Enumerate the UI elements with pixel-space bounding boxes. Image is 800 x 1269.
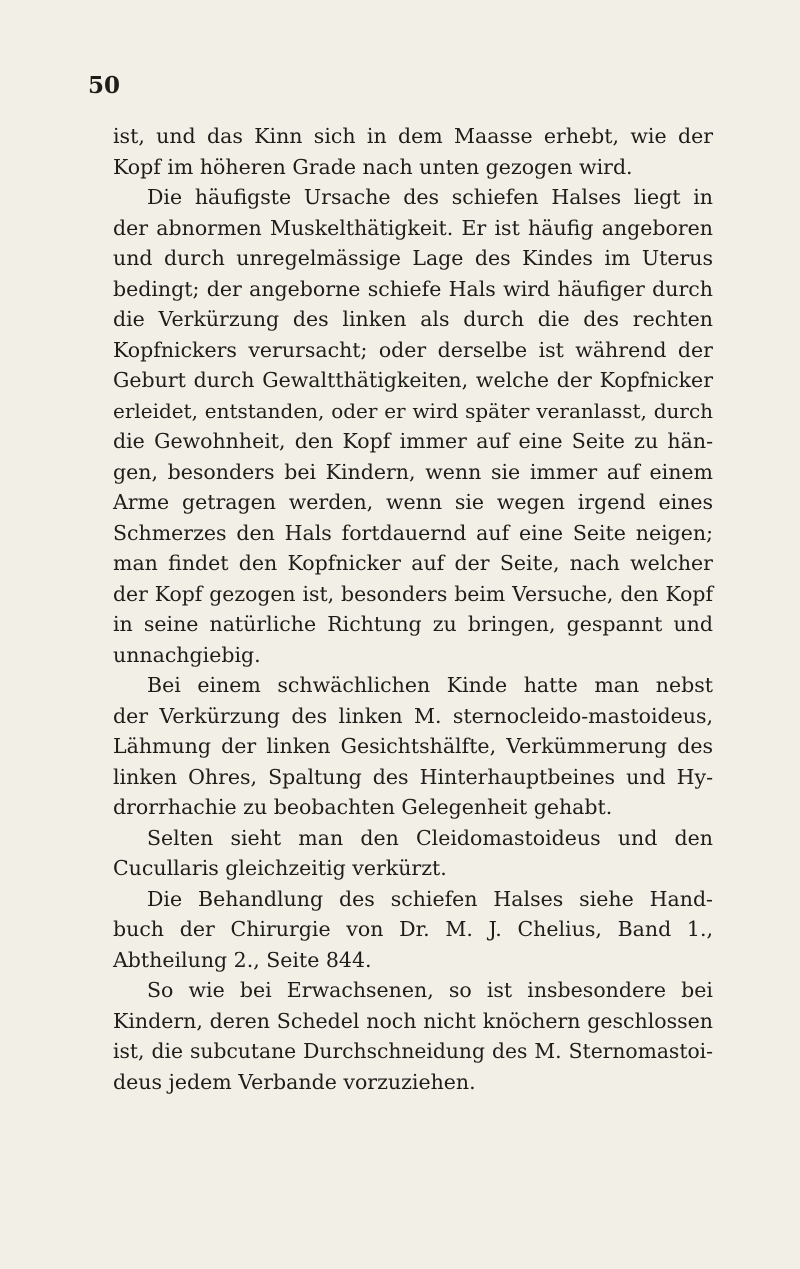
text-line: Arme getragen werden, wenn sie wegen irgend eines bbox=[113, 490, 713, 514]
text-line: und durch unregelmässige Lage des Kindes im Uterus bbox=[113, 246, 713, 270]
page-number: 50 bbox=[88, 72, 121, 99]
text-line: unnachgiebig. bbox=[113, 642, 261, 667]
text-line: Die häufigste Ursache des schiefen Halses liegt in bbox=[147, 185, 713, 209]
text-line: ist, die subcutane Durchschneidung des M. Sternomastoi- bbox=[113, 1039, 713, 1063]
text-line: Lähmung der linken Gesichtshälfte, Verkümmerung des bbox=[113, 734, 713, 758]
text-line: Selten sieht man den Cleidomastoideus und den bbox=[147, 825, 713, 850]
text-line: man findet den Kopfnicker auf der Seite, nach welcher bbox=[113, 551, 713, 575]
text-line: deus jedem Verbande vorzuziehen. bbox=[113, 1069, 476, 1094]
text-line: linken Ohres, Spaltung des Hinterhauptbeines und Hy- bbox=[113, 764, 713, 789]
text-line: drorrhachie zu beobachten Gelegenheit gehabt. bbox=[113, 795, 613, 819]
text-line: bedingt; der angeborne schiefe Hals wird häufiger durch bbox=[113, 276, 713, 301]
text-line: So wie bei Erwachsenen, so ist insbesondere bei bbox=[147, 978, 713, 1002]
text-line: der Verkürzung des linken M. sternocleido-mastoideus, bbox=[113, 703, 713, 728]
text-line: buch der Chirurgie von Dr. M. J. Chelius, Band 1., bbox=[113, 917, 713, 941]
text-line: Abtheilung 2., Seite 844. bbox=[113, 947, 372, 972]
text-line: Kindern, deren Schedel noch nicht knöchern geschlossen bbox=[113, 1008, 713, 1033]
text-line: Cucullaris gleichzeitig verkürzt. bbox=[113, 856, 447, 880]
text-line: ist, und das Kinn sich in dem Maasse erhebt, wie der bbox=[113, 124, 713, 148]
text-line: Kopfnickers verursacht; oder derselbe ist während der bbox=[113, 337, 713, 362]
text-line: Kopf im höheren Grade nach unten gezogen wird. bbox=[113, 154, 633, 179]
text-line: in seine natürliche Richtung zu bringen, gespannt und bbox=[113, 612, 713, 636]
text-line: Schmerzes den Hals fortdauernd auf eine Seite neigen; bbox=[113, 520, 713, 545]
text-line: der Kopf gezogen ist, besonders beim Versuche, den Kopf bbox=[113, 581, 713, 606]
text-line: die Gewohnheit, den Kopf immer auf eine Seite zu hän- bbox=[113, 429, 713, 453]
text-line: Geburt durch Gewaltthätigkeiten, welche der Kopfnicker bbox=[113, 368, 713, 392]
text-line: Die Behandlung des schiefen Halses siehe Hand- bbox=[147, 886, 713, 911]
text-line: die Verkürzung des linken als durch die des rechten bbox=[113, 307, 713, 331]
body-text bbox=[113, 121, 713, 1097]
text-line: Bei einem schwächlichen Kinde hatte man nebst bbox=[147, 673, 713, 697]
text-line: der abnormen Muskelthätigkeit. Er ist häufig angeboren bbox=[113, 215, 713, 240]
text-line: erleidet, entstanden, oder er wird später veranlasst, durch bbox=[113, 398, 713, 423]
text-line: gen, besonders bei Kindern, wenn sie immer auf einem bbox=[113, 459, 713, 484]
